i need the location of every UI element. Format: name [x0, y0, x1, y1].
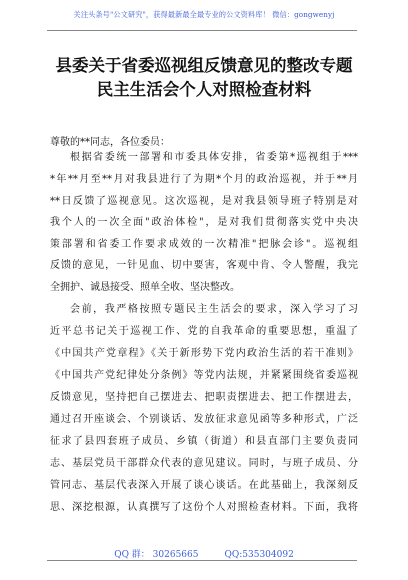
footer-qq-number: QQ:535304092: [224, 550, 294, 560]
paragraph-2-line: 《中国共产党章程》《关于新形势下党内政治生活的若干准则》: [50, 348, 358, 359]
document-title-line-2: 民主生活会个人对照检查材料: [96, 80, 312, 99]
paragraph-2-line: 征求了县四套班子成员、乡镇（街道）和县直部门主要负责同: [50, 436, 358, 447]
paragraph-2-line: 近平总书记关于巡视工作、党的自我革命的重要思想，重温了: [50, 326, 358, 337]
paragraph-2-line: 反馈意见，坚持把自己摆进去、把职责摆进去、把工作摆进去，: [50, 392, 358, 403]
paragraph-1-line: 全拥护、诚恳接受、照单全收、坚决整改。: [50, 282, 240, 293]
footer-qq-group: QQ 群： 30265665: [114, 550, 199, 560]
paragraph-1-line: 根据省委统一部署和市委具体安排，省委第*巡视组于***: [70, 152, 358, 163]
paragraph-1-line: 反馈的意见，一针见血、切中要害，客观中肯、令人警醒，我完: [50, 260, 358, 271]
footer-contact: [0, 547, 408, 560]
document-title-line-1: 县委关于省委巡视组反馈意见的整改专题: [55, 56, 353, 75]
top-divider: [47, 30, 357, 31]
paragraph-2-line: 思、深挖根源，认真撰写了这份个人对照检查材料。下面，我将: [50, 502, 358, 513]
paragraph-2-line: 志、基层党员干部群众代表的意见建议。同时，与班子成员、分: [50, 458, 358, 469]
footer-divider: [47, 560, 357, 561]
paragraph-1-line: *年**月至**月对我县进行了为期*个月的政治巡视，并于**月: [50, 174, 358, 185]
paragraph-2-line: 通过召开座谈会、个别谈话、发放征求意见函等多种形式，广泛: [50, 414, 358, 425]
paragraph-1-line: 我个人的一次全面"政治体检"，是对我们贯彻落实党中央决: [50, 217, 358, 228]
top-banner: 关注头条号"公文研究"，获得最新最全最专业的公文资料库！ 微信：gongwenyj: [73, 10, 335, 19]
paragraph-1-line: 策部署和省委工作要求成效的一次精准"把脉会诊"。巡视组: [50, 239, 358, 250]
paragraph-2-line: 管同志、基层代表深入开展了谈心谈话。在此基础上，我深刻反: [50, 480, 358, 491]
paragraph-2-line: 《中国共产党纪律处分条例》等党内法规，并紧紧围绕省委巡视: [50, 370, 358, 381]
salutation: 尊敬的**同志，各位委员：: [50, 137, 170, 148]
paragraph-2-line: 会前，我严格按照专题民主生活会的要求，深入学习了习: [70, 304, 358, 315]
paragraph-1-line: **日反馈了巡视意见。这次巡视，是对我县领导班子特别是对: [50, 196, 358, 207]
